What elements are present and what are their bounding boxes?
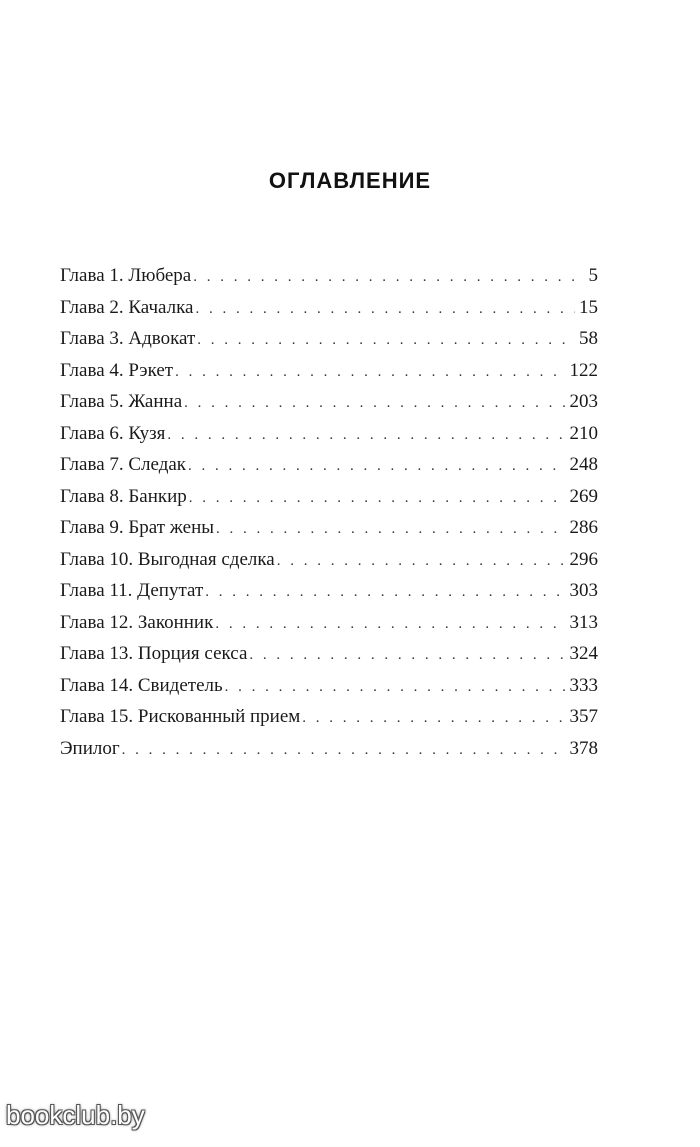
- toc-entry: [60, 512, 598, 544]
- toc-dot-leader: [216, 514, 565, 546]
- toc-dot-leader: [195, 294, 575, 326]
- toc-entry-label: Глава 6. Кузя: [60, 422, 166, 444]
- toc-dot-leader: [189, 483, 566, 515]
- toc-entry: [60, 575, 598, 607]
- toc-dot-leader: [167, 420, 565, 452]
- toc-entry: [60, 386, 598, 418]
- toc-entry: [60, 292, 598, 324]
- toc-dot-leader: [302, 703, 565, 735]
- toc-entry-page: 122: [569, 359, 598, 381]
- toc-entry-page: 248: [569, 454, 598, 475]
- toc-entry: [60, 607, 598, 639]
- toc-dot-leader: [188, 451, 565, 483]
- toc-entry: [60, 733, 598, 765]
- toc-entry: [60, 638, 598, 670]
- toc-entry-page: 333: [569, 674, 598, 696]
- toc-entry: [60, 670, 598, 702]
- toc-entry-page: 58: [579, 328, 598, 349]
- toc-entry: [60, 355, 598, 387]
- toc-dot-leader: [193, 262, 584, 294]
- toc-entry-label: Глава 4. Рэкет: [60, 359, 174, 381]
- toc-entry-label: Глава 15. Рискованный прием: [60, 706, 301, 727]
- toc-entry: [60, 323, 598, 355]
- toc-entry-page: 303: [569, 580, 598, 601]
- toc-entry: [60, 418, 598, 450]
- toc-dot-leader: [184, 388, 565, 420]
- toc-entry: [60, 701, 598, 733]
- toc-entry-page: 203: [569, 391, 598, 412]
- toc-entry-label: Глава 11. Депутат: [60, 580, 204, 601]
- page-title: ОГЛАВЛЕНИЕ: [268, 168, 432, 193]
- toc-entry-label: Глава 13. Порция секса: [60, 643, 248, 664]
- toc-entry-page: 378: [569, 737, 598, 759]
- toc-dot-leader: [197, 325, 575, 357]
- table-of-contents: [60, 260, 598, 764]
- toc-dot-leader: [249, 640, 565, 672]
- toc-entry-page: 357: [569, 706, 598, 727]
- toc-dot-leader: [277, 546, 566, 578]
- toc-dot-leader: [122, 735, 566, 767]
- toc-entry-label: Глава 9. Брат жены: [60, 517, 215, 538]
- toc-entry-page: 324: [569, 643, 598, 664]
- toc-entry-label: Глава 3. Адвокат: [60, 328, 196, 349]
- toc-dot-leader: [205, 577, 565, 609]
- toc-entry-label: Глава 12. Законник: [60, 611, 214, 633]
- toc-entry-label: Глава 8. Банкир: [60, 485, 187, 507]
- toc-entry-label: Глава 5. Жанна: [60, 391, 183, 412]
- toc-entry-page: 210: [569, 422, 598, 444]
- toc-dot-leader: [175, 357, 565, 389]
- toc-entry-label: Глава 7. Следак: [60, 454, 187, 475]
- watermark: bookclub.by: [6, 1100, 145, 1130]
- toc-entry-label: Эпилог: [60, 737, 120, 759]
- toc-entry: [60, 449, 598, 481]
- toc-entry: [60, 544, 598, 576]
- toc-entry-page: 15: [579, 296, 598, 318]
- toc-entry-page: 269: [569, 485, 598, 507]
- toc-entry-label: Глава 1. Любера: [60, 265, 192, 286]
- toc-entry-page: 286: [569, 517, 598, 538]
- toc-entry-label: Глава 2. Качалка: [60, 296, 194, 318]
- toc-dot-leader: [215, 609, 565, 641]
- toc-entry-page: 5: [588, 265, 598, 286]
- toc-entry-label: Глава 10. Выгодная сделка: [60, 548, 275, 570]
- toc-entry-page: 313: [569, 611, 598, 633]
- toc-entry: [60, 260, 598, 292]
- toc-entry: [60, 481, 598, 513]
- toc-entry-page: 296: [569, 548, 598, 570]
- toc-entry-label: Глава 14. Свидетель: [60, 674, 223, 696]
- toc-dot-leader: [225, 672, 566, 704]
